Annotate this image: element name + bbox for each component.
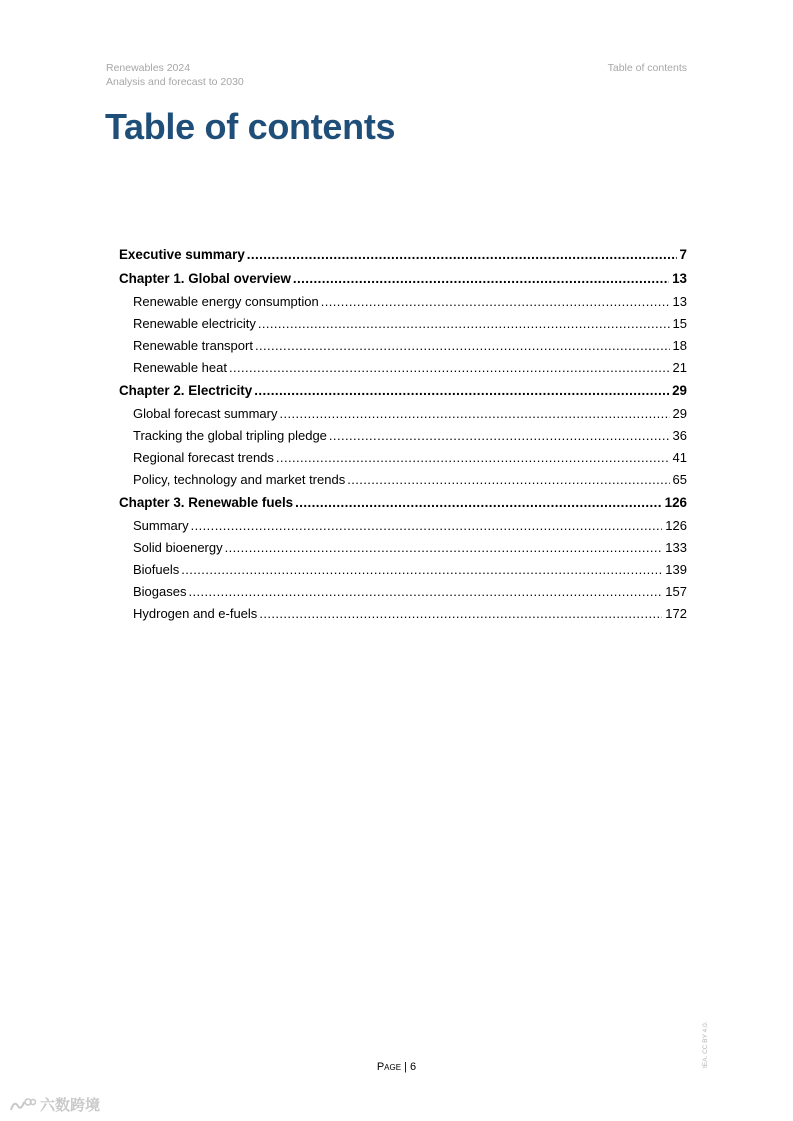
toc-dot-leader	[295, 491, 662, 515]
toc-dot-leader	[247, 243, 677, 267]
toc-dot-leader	[229, 357, 670, 379]
toc-section-entry[interactable]	[119, 515, 687, 537]
toc-section-entry[interactable]	[119, 403, 687, 425]
toc-entry-page: 126	[665, 518, 687, 533]
toc-entry-label: Summary	[133, 518, 189, 533]
toc-entry-page: 7	[679, 247, 687, 262]
toc-dot-leader	[276, 447, 670, 469]
toc-chapter-entry[interactable]	[119, 379, 687, 403]
page-separator: |	[404, 1061, 407, 1073]
toc-entry-label: Chapter 1. Global overview	[119, 271, 291, 286]
report-subtitle: Analysis and forecast to 2030	[106, 76, 244, 88]
toc-section-entry[interactable]	[119, 469, 687, 491]
toc-entry-label: Hydrogen and e-fuels	[133, 606, 258, 621]
toc-entry-label: Biofuels	[133, 562, 180, 577]
toc-entry-label: Policy, technology and market trends	[133, 472, 346, 487]
toc-entry-label: Chapter 3. Renewable fuels	[119, 495, 294, 510]
running-header-section: Table of contents	[607, 62, 687, 74]
report-title: Renewables 2024	[106, 62, 191, 74]
toc-chapter-entry[interactable]	[119, 491, 687, 515]
toc-section-entry[interactable]	[119, 603, 687, 625]
toc-entry-label: Executive summary	[119, 247, 245, 262]
toc-dot-leader	[254, 379, 669, 403]
toc-entry-label: Renewable transport	[133, 338, 253, 353]
watermark-text: 六数跨境	[40, 1097, 101, 1114]
page-word: Page	[376, 1061, 402, 1073]
watermark-logo-icon	[8, 1096, 36, 1114]
toc-dot-leader	[347, 469, 669, 491]
toc-entry-page: 29	[672, 406, 687, 421]
toc-entry-label: Regional forecast trends	[133, 450, 274, 465]
toc-entry-page: 18	[672, 338, 687, 353]
toc-dot-leader	[293, 267, 669, 291]
toc-entry-label: Renewable heat	[133, 360, 227, 375]
toc-section-entry[interactable]	[119, 335, 687, 357]
toc-dot-leader	[225, 537, 663, 559]
page-title: Table of contents	[105, 106, 396, 147]
toc-entry-page: 157	[665, 584, 687, 599]
toc-entry-page: 36	[672, 428, 687, 443]
toc-entry-page: 21	[672, 360, 687, 375]
toc-entry-label: Chapter 2. Electricity	[119, 383, 253, 398]
toc-entry-label: Biogases	[133, 584, 187, 599]
license-note: IEA. CC BY 4.0.	[702, 1021, 709, 1068]
toc-dot-leader	[191, 515, 663, 537]
toc-entry-page: 29	[672, 383, 687, 398]
toc-entry-label: Renewable energy consumption	[133, 294, 319, 309]
toc-section-entry[interactable]	[119, 447, 687, 469]
toc-chapter-entry[interactable]	[119, 243, 687, 267]
toc-dot-leader	[259, 603, 662, 625]
toc-chapter-entry[interactable]	[119, 267, 687, 291]
toc-entry-label: Renewable electricity	[133, 316, 256, 331]
toc-section-entry[interactable]	[119, 357, 687, 379]
toc-section-entry[interactable]	[119, 559, 687, 581]
toc-entry-page: 133	[665, 540, 687, 555]
toc-entry-page: 13	[672, 271, 687, 286]
toc-entry-page: 41	[672, 450, 687, 465]
toc-dot-leader	[188, 581, 662, 603]
watermark	[8, 1094, 100, 1115]
toc-dot-leader	[255, 335, 670, 357]
toc-section-entry[interactable]	[119, 425, 687, 447]
toc-entry-page: 126	[664, 495, 687, 510]
running-header-left	[106, 61, 244, 89]
toc-dot-leader	[181, 559, 662, 581]
toc-dot-leader	[321, 291, 670, 313]
toc-entry-page: 13	[672, 294, 687, 309]
page-footer	[0, 1060, 793, 1074]
page-number: 6	[410, 1061, 417, 1073]
toc-entry-page: 65	[672, 472, 687, 487]
toc-section-entry[interactable]	[119, 313, 687, 335]
toc-dot-leader	[280, 403, 670, 425]
toc-section-entry[interactable]	[119, 581, 687, 603]
toc-entry-page: 172	[665, 606, 687, 621]
toc-dot-leader	[329, 425, 670, 447]
toc-entry-label: Global forecast summary	[133, 406, 278, 421]
toc-entry-label: Solid bioenergy	[133, 540, 223, 555]
toc-entry-page: 15	[672, 316, 687, 331]
toc-entry-label: Tracking the global tripling pledge	[133, 428, 327, 443]
table-of-contents	[119, 243, 687, 625]
toc-dot-leader	[258, 313, 670, 335]
toc-entry-page: 139	[665, 562, 687, 577]
toc-section-entry[interactable]	[119, 537, 687, 559]
toc-section-entry[interactable]	[119, 291, 687, 313]
